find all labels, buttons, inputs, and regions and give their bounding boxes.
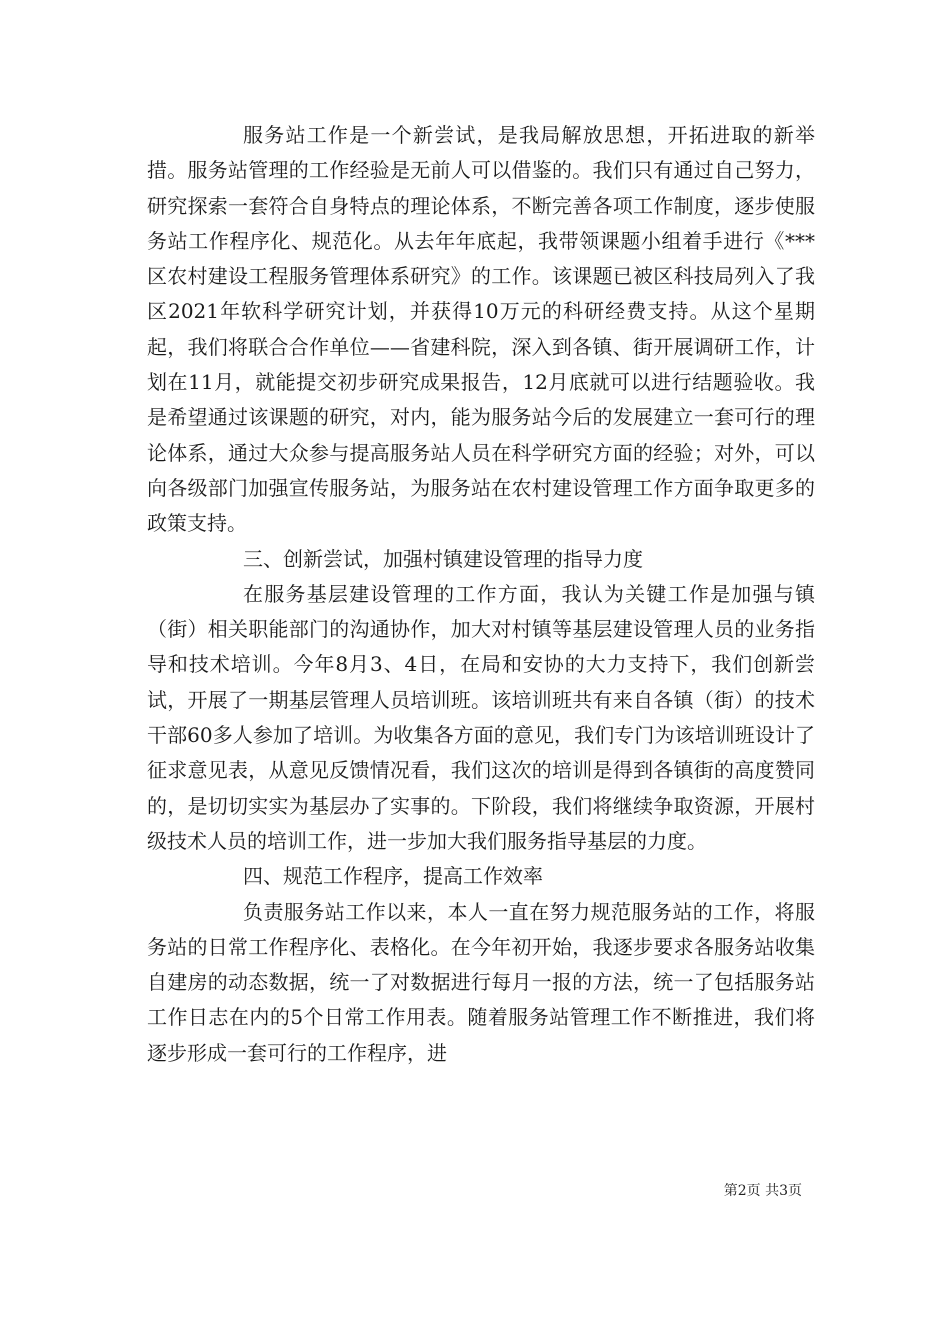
document-body [147, 118, 815, 1071]
section-heading-4: 四、规范工作程序，提高工作效率 [243, 864, 543, 889]
paragraph-procedures: 负责服务站工作以来，本人一直在努力规范服务站的工作，将服务站的日常工作程序化、表格化。在今年初开始，我逐步要求各服务站收集自建房的动态数据，统一了对数据进行每月一报的方法，统一了包括服务站工作日志在内的5个日常工作用表。随着服务站管理工作不断推进，我们将逐步形成一套可行的工作程序，进 [147, 899, 815, 1065]
paragraph-research: 服务站工作是一个新尝试，是我局解放思想，开拓进取的新举措。服务站管理的工作经验是无前人可以借鉴的。我们只有通过自己努力，研究探索一套符合自身特点的理论体系，不断完善各项工作制度，逐步使服务站工作程序化、规范化。从去年年底起，我带领课题小组着手进行《***区农村建设工程服务管理体系研究》的工作。该课题已被区科技局列入了我区2021年软科学研究计划，并获得10万元的科研经费支持。从这个星期起，我们将联合合作单位——省建科院，深入到各镇、街开展调研工作，计划在11月，就能提交初步研究成果报告，12月底就可以进行结题验收。我是希望通过该课题的研究，对内，能为服务站今后的发展建立一套可行的理论体系，通过大众参与提高服务站人员在科学研究方面的经验；对外，可以向各级部门加强宣传服务站，为服务站在农村建设管理工作方面争取更多的政策支持。 [147, 123, 815, 536]
section-heading-3: 三、创新尝试，加强村镇建设管理的指导力度 [243, 546, 643, 571]
page-number: 第2页 共3页 [723, 1183, 802, 1199]
paragraph-training: 在服务基层建设管理的工作方面，我认为关键工作是加强与镇（街）相关职能部门的沟通协作，加大对村镇等基层建设管理人员的业务指导和技术培训。今年8月3、4日，在局和安协的大力支持下，我们创新尝试，开展了一期基层管理人员培训班。该培训班共有来自各镇（街）的技术干部60多人参加了培训。为收集各方面的意见，我们专门为该培训班设计了征求意见表，从意见反馈情况看，我们这次的培训是得到各镇街的高度赞同的，是切切实实为基层办了实事的。下阶段，我们将继续争取资源，开展村级技术人员的培训工作，进一步加大我们服务指导基层的力度。 [147, 581, 815, 853]
